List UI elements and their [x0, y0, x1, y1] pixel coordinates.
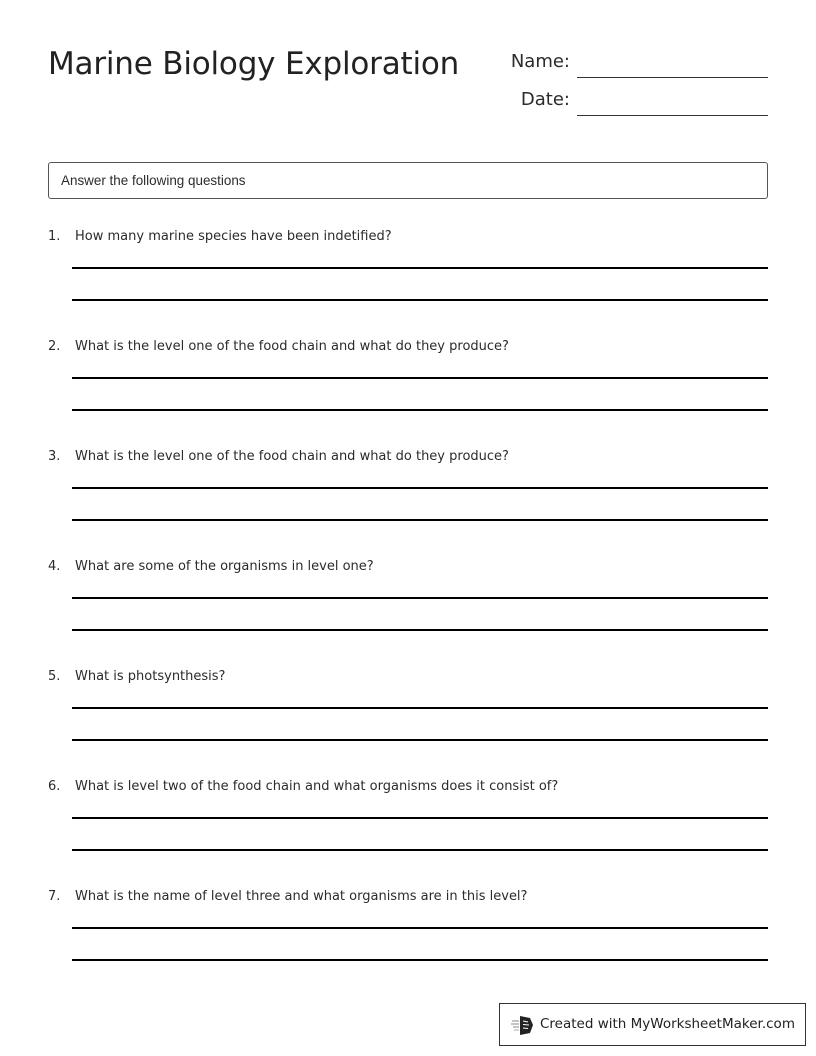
footer-text: Created with MyWorksheetMaker.com: [540, 1016, 795, 1032]
instructions-box: [48, 162, 768, 199]
question-text: What is the level one of the food chain and what do they produce?: [75, 449, 509, 464]
question-number: 4.: [48, 559, 61, 574]
name-line[interactable]: [577, 77, 768, 78]
question-1: [48, 229, 768, 329]
question-3: [48, 449, 768, 549]
date-line[interactable]: [577, 115, 768, 116]
answer-line[interactable]: [72, 267, 768, 269]
answer-line[interactable]: [72, 487, 768, 489]
question-text: What is photsynthesis?: [75, 669, 226, 684]
name-field: [490, 51, 768, 81]
question-number: 6.: [48, 779, 61, 794]
question-4: [48, 559, 768, 659]
answer-line[interactable]: [72, 519, 768, 521]
question-number: 5.: [48, 669, 61, 684]
answer-line[interactable]: [72, 377, 768, 379]
worksheet-maker-logo-icon: [511, 1014, 535, 1036]
question-text: What is the level one of the food chain and what do they produce?: [75, 339, 509, 354]
answer-line[interactable]: [72, 959, 768, 961]
question-7: [48, 889, 768, 989]
question-text: What is level two of the food chain and what organisms does it consist of?: [75, 779, 559, 794]
question-number: 7.: [48, 889, 61, 904]
answer-line[interactable]: [72, 927, 768, 929]
worksheet-title: Marine Biology Exploration: [48, 46, 460, 82]
answer-line[interactable]: [72, 597, 768, 599]
answer-line[interactable]: [72, 739, 768, 741]
answer-line[interactable]: [72, 707, 768, 709]
question-text: What are some of the organisms in level one?: [75, 559, 374, 574]
question-6: [48, 779, 768, 879]
question-2: [48, 339, 768, 439]
question-text: How many marine species have been indetified?: [75, 229, 392, 244]
name-label: Name:: [510, 51, 570, 72]
answer-line[interactable]: [72, 849, 768, 851]
question-number: 1.: [48, 229, 61, 244]
answer-line[interactable]: [72, 299, 768, 301]
question-number: 2.: [48, 339, 61, 354]
answer-line[interactable]: [72, 817, 768, 819]
answer-line[interactable]: [72, 409, 768, 411]
instructions-text: Answer the following questions: [61, 172, 246, 188]
question-number: 3.: [48, 449, 61, 464]
date-field: [490, 89, 768, 119]
date-label: Date:: [520, 89, 570, 110]
answer-line[interactable]: [72, 629, 768, 631]
footer-badge[interactable]: [499, 1003, 806, 1046]
question-text: What is the name of level three and what organisms are in this level?: [75, 889, 528, 904]
question-5: [48, 669, 768, 769]
